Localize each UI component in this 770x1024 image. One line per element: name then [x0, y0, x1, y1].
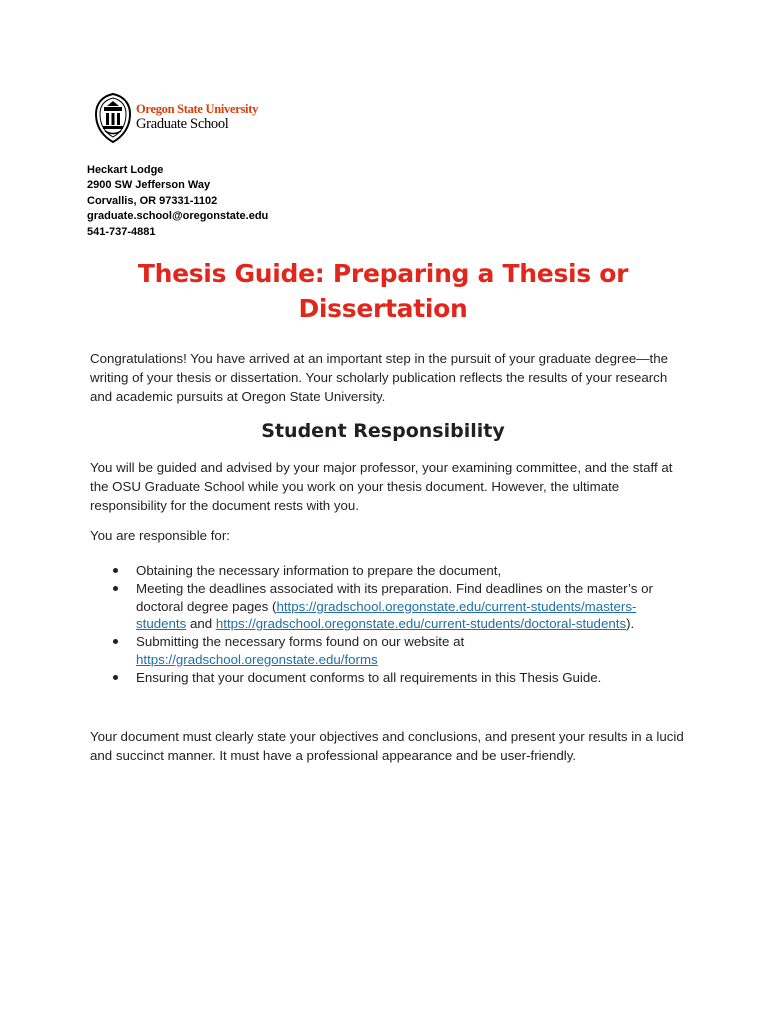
title-line-1: Thesis Guide: Preparing a Thesis or — [137, 259, 629, 288]
osu-graduate-school-logo — [93, 92, 265, 146]
list-item-text: Meeting the deadlines associated with its preparation. Find deadlines on the master’s or doctoral degree pages ( — [136, 580, 653, 614]
section-heading: Student Responsibility — [261, 420, 505, 442]
list-item-text: Ensuring that your document conforms to all requirements in this Thesis Guide. — [136, 669, 602, 685]
list-item — [108, 669, 668, 687]
list-item-text: Obtaining the necessary information to prepare the document, — [136, 563, 502, 578]
bullet-icon — [113, 586, 118, 591]
doctoral-students-link[interactable]: https://gradschool.oregonstate.edu/current-students/doctoral-students — [215, 616, 627, 632]
forms-link[interactable]: https://gradschool.oregonstate.edu/forms — [136, 651, 378, 667]
title-line-2: Dissertation — [298, 294, 468, 323]
list-item-text: and — [186, 616, 216, 632]
graduate-school-name: Graduate School — [136, 116, 229, 132]
address-building: Heckart Lodge — [87, 164, 164, 176]
masters-students-link[interactable]: https://gradschool.oregonstate.edu/current-students/masters-students — [136, 598, 637, 632]
final-paragraph: Your document must clearly state your objectives and conclusions, and present your results in a lucid and succinct manner. It must have a professional appearance and be user-friendly. — [90, 729, 684, 764]
address-phone: 541-737-4881 — [87, 225, 156, 238]
list-item — [108, 633, 668, 669]
guidance-paragraph: You will be guided and advised by your major professor, your examining committee, and the staff at the OSU Graduate School while you work on your thesis document. However, the ultimate responsibility for the document rests with you. — [90, 460, 673, 514]
list-item-text: Submitting the necessary forms found on our website at — [136, 634, 465, 650]
document-title — [90, 256, 676, 326]
contact-address — [87, 163, 268, 240]
osu-seal-icon — [93, 92, 133, 144]
bullet-icon — [113, 675, 118, 680]
address-city: Corvallis, OR 97331-1102 — [87, 194, 218, 207]
bullet-icon — [113, 568, 118, 573]
address-street: 2900 SW Jefferson Way — [87, 179, 211, 192]
university-name: Oregon State University — [136, 102, 259, 116]
responsibility-intro: You are responsible for: — [90, 528, 230, 543]
list-item — [108, 580, 668, 633]
address-email[interactable]: graduate.school@oregonstate.edu — [87, 210, 269, 223]
responsibility-list — [108, 562, 668, 687]
list-item — [108, 562, 668, 580]
list-item-text: ). — [626, 616, 635, 632]
intro-paragraph: Congratulations! You have arrived at an important step in the pursuit of your graduate degree—the writing of your thesis or dissertation. Your scholarly publication reflects the results of your research and academic pursuits at Oregon State University. — [90, 351, 669, 405]
bullet-icon — [113, 639, 118, 644]
